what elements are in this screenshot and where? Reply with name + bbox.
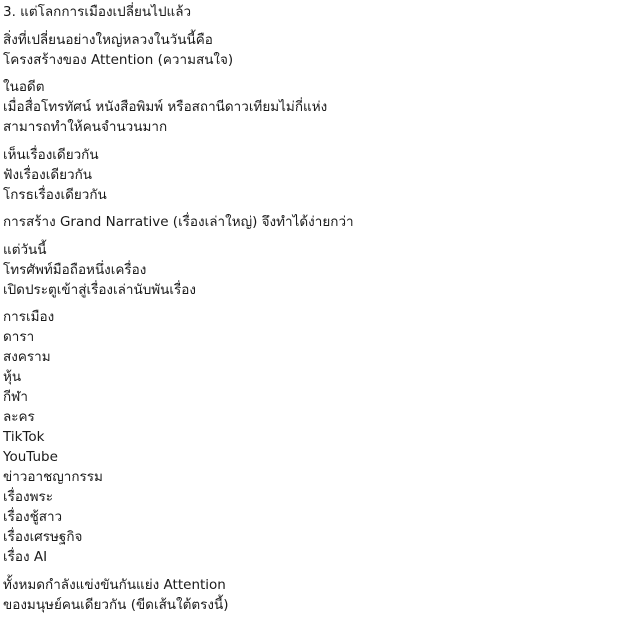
paragraph <box>3 307 618 567</box>
text-line: สิ่งที่เปลี่ยนอย่างใหญ่หลวงในวันนี้คือ <box>3 31 213 48</box>
text-line: โทรศัพท์มือถือหนึ่งเครื่อง <box>3 261 147 278</box>
paragraph <box>3 240 618 300</box>
text-line: ดารา <box>3 329 35 345</box>
document-body <box>3 2 618 622</box>
text-line: ทั้งหมดกำลังแข่งขันกันแย่ง Attention <box>3 576 226 593</box>
text-line: เมื่อสื่อโทรทัศน์ หนังสือพิมพ์ หรือสถานีดาวเทียมไม่กี่แห่ง <box>3 99 328 115</box>
text-line: กีฬา <box>3 389 28 405</box>
text-line: ข่าวอาชญากรรม <box>3 469 103 485</box>
paragraph <box>3 2 618 22</box>
text-line: โครงสร้างของ Attention (ความสนใจ) <box>3 51 234 68</box>
text-line: เรื่องเศรษฐกิจ <box>3 529 83 545</box>
text-line: การสร้าง Grand Narrative (เรื่องเล่าใหญ่) จึงทำได้ง่ายกว่า <box>3 214 354 230</box>
text-line: เรื่องพระ <box>3 489 53 505</box>
paragraph <box>3 30 618 70</box>
text-line: ของมนุษย์คนเดียวกัน (ขีดเส้นใต้ตรงนี้) <box>3 596 229 613</box>
text-line: สงคราม <box>3 349 51 365</box>
text-line: โกรธเรื่องเดียวกัน <box>3 186 107 203</box>
text-line: 3. แต่โลกการเมืองเปลี่ยนไปแล้ว <box>3 4 192 20</box>
text-line: เรื่องชู้สาว <box>3 509 63 525</box>
text-line: TikTok <box>3 429 45 445</box>
text-line: ละคร <box>3 409 35 425</box>
text-line: ฟังเรื่องเดียวกัน <box>3 166 92 183</box>
text-line: แต่วันนี้ <box>3 241 47 258</box>
text-line: เห็นเรื่องเดียวกัน <box>3 146 99 163</box>
text-line: เรื่อง AI <box>3 549 48 565</box>
paragraph <box>3 145 618 205</box>
text-line: เปิดประตูเข้าสู่เรื่องเล่านับพันเรื่อง <box>3 281 196 298</box>
text-line: ในอดีต <box>3 79 45 95</box>
paragraph <box>3 77 618 137</box>
text-line: การเมือง <box>3 309 55 325</box>
paragraph <box>3 212 618 232</box>
text-line: YouTube <box>3 449 58 465</box>
paragraph <box>3 575 618 615</box>
text-line: สามารถทำให้คนจำนวนมาก <box>3 119 168 135</box>
text-line: หุ้น <box>3 369 22 385</box>
